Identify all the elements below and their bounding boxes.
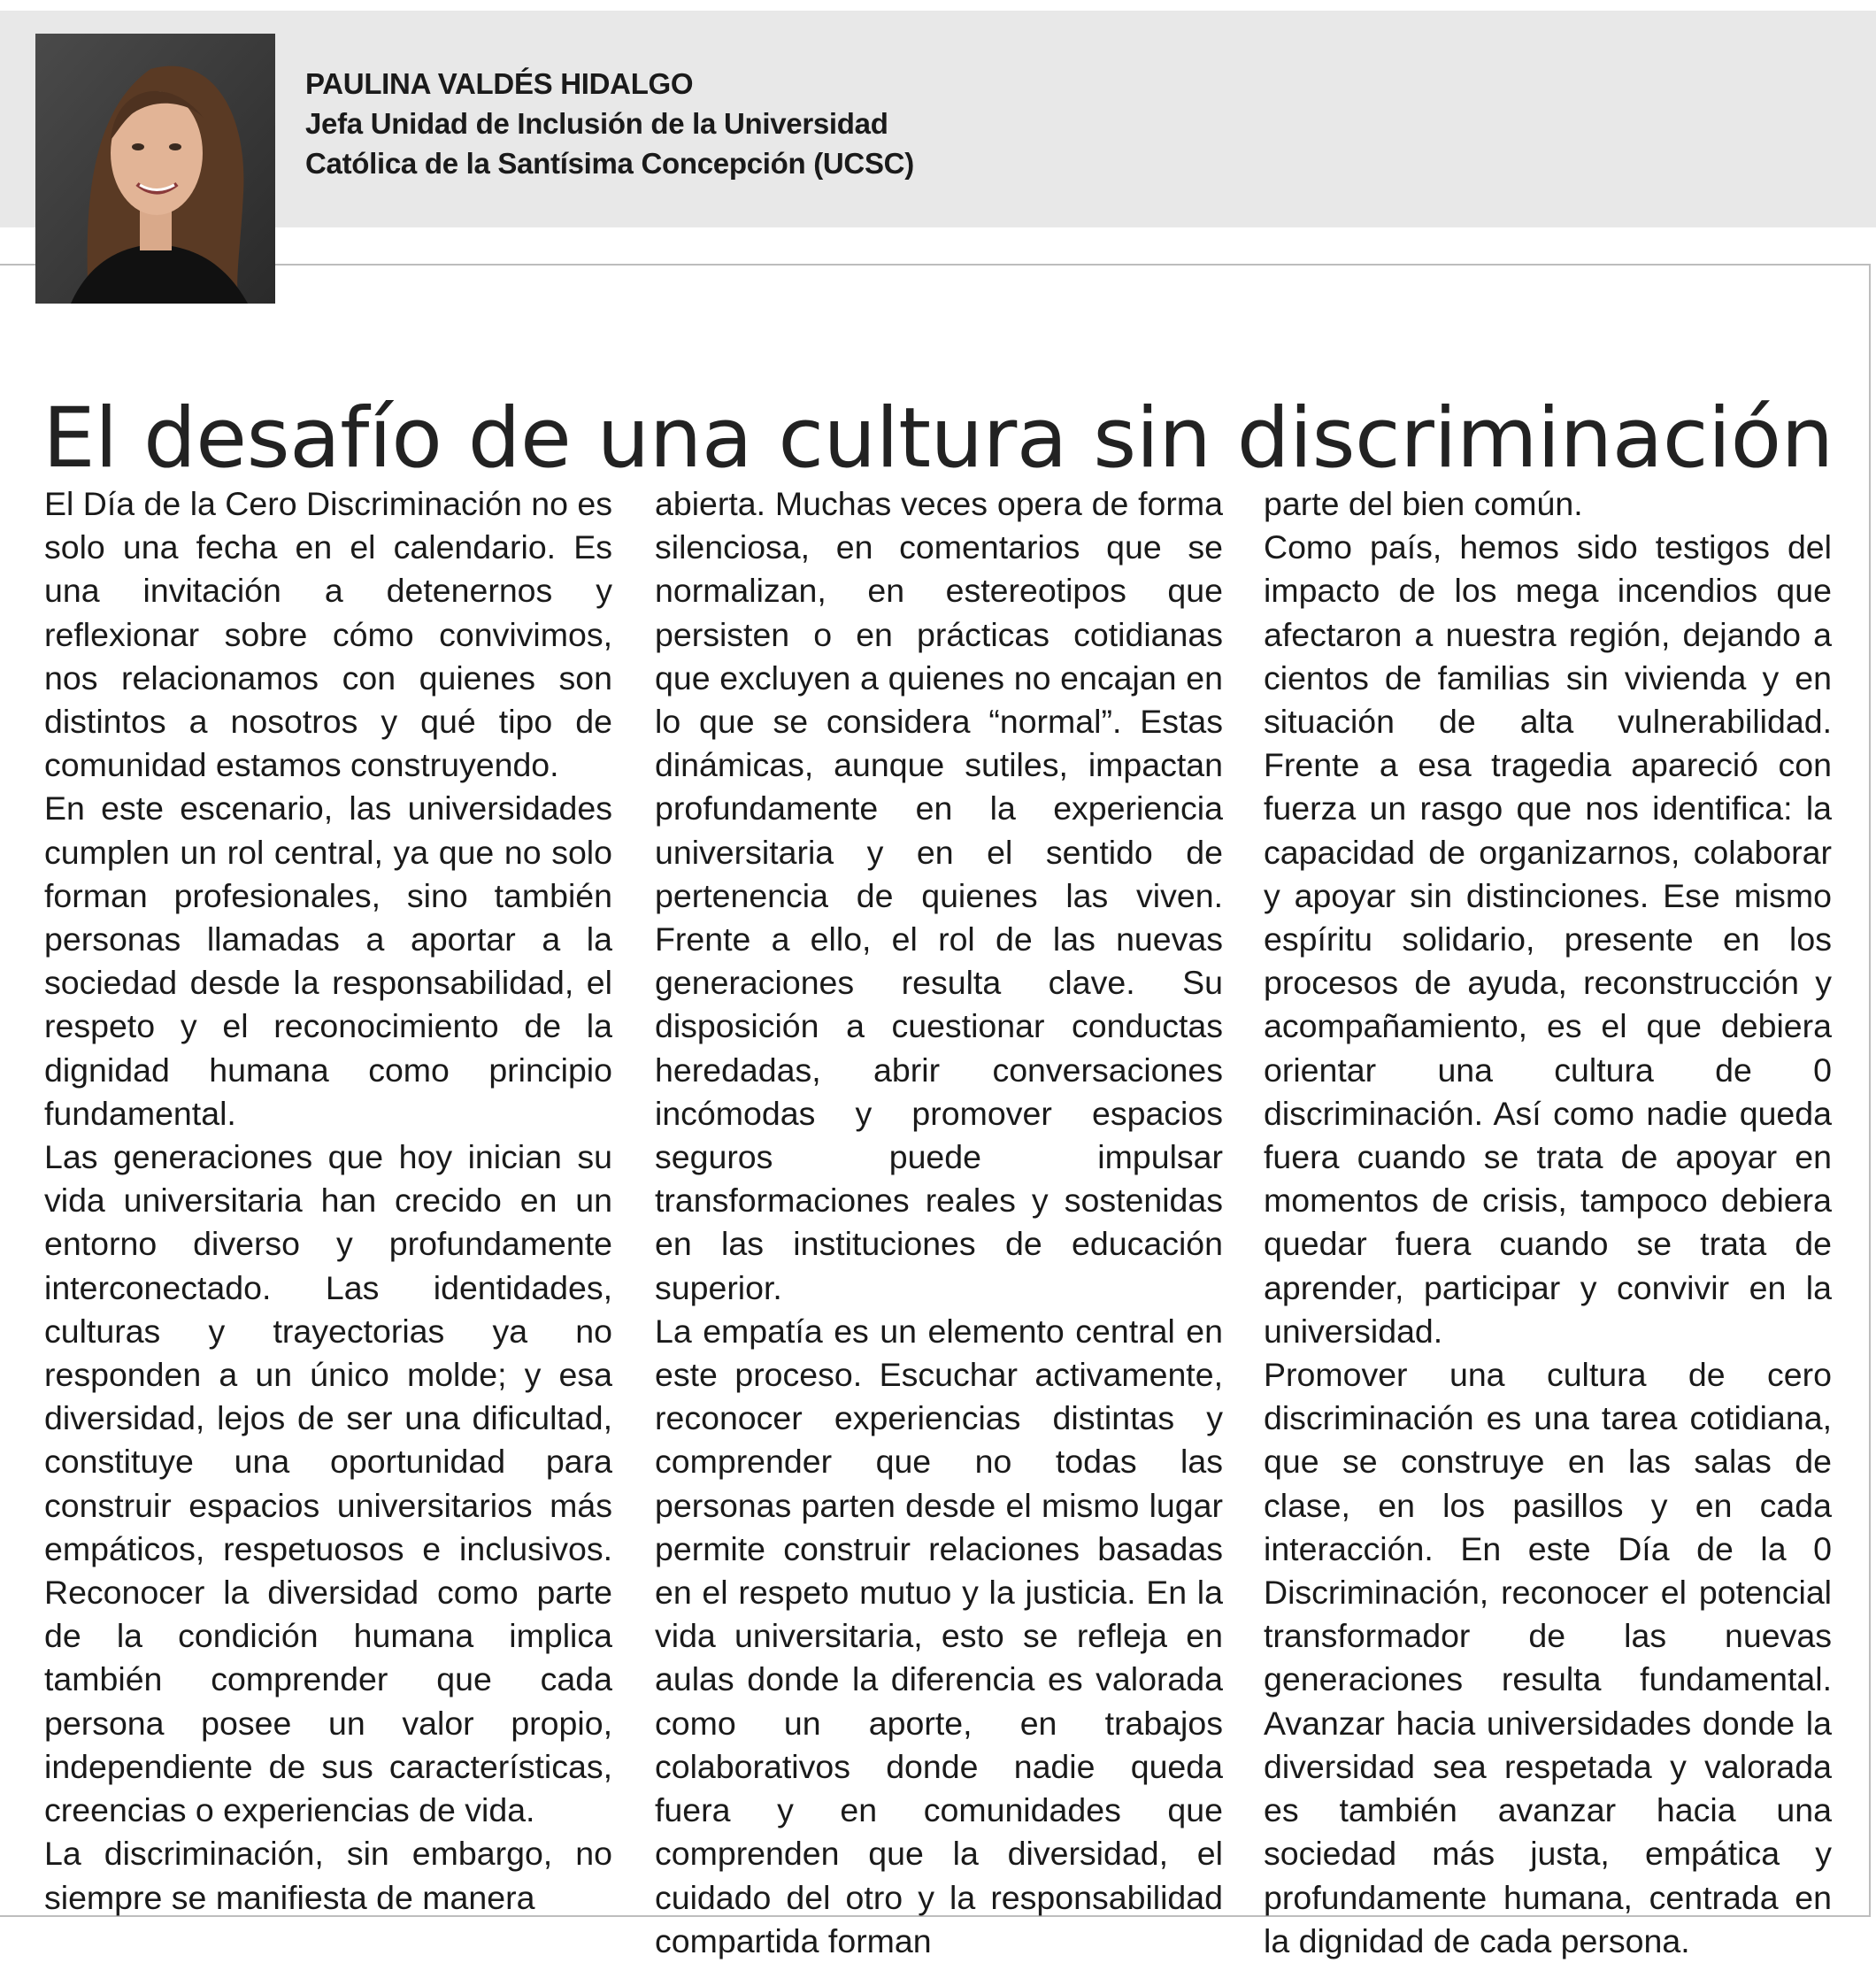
paragraph: En este escenario, las universidades cumplen un rol central, ya que no solo forman profesionales, sino también personas llamadas a aportar a la sociedad desde la responsabilidad, el respeto y el reconocimiento de la dignidad humana como principio fundamental. xyxy=(44,789,612,1132)
paragraph: abierta. Muchas veces opera de forma silenciosa, en comentarios que se normalizan, en estereotipos que persisten o en prácticas cotidianas que excluyen a quienes no encajan en lo que se considera “normal”. Estas dinámicas, aunque sutiles, impactan profundamente en la experiencia universitaria y en el sentido de pertenencia de quienes las viven. Frente a ello, el rol de las nuevas generaciones resulta clave. Su disposición a cuestionar conductas heredadas, abrir conversaciones incómodas y promover espacios seguros puede impulsar transformaciones reales y sostenidas en las instituciones de educación superior. xyxy=(655,485,1223,1306)
author-name: PAULINA VALDÉS HIDALGO xyxy=(305,67,694,100)
paragraph: Promover una cultura de cero discriminación es una tarea cotidiana, que se construye en las salas de clase, en los pasillos y en cada interacción. En este Día de la 0 Discriminación, reconocer el potencial transformador de las nuevas generaciones resulta fundamental. Avanzar hacia universidades donde la diversidad sea respetada y valorada es también avanzar hacia una sociedad más justa, empática y profundamente humana, centrada en la dignidad de cada persona. xyxy=(1264,1356,1832,1959)
paragraph: La discriminación, sin embargo, no siempre se manifiesta de manera xyxy=(44,1835,612,1916)
paragraph: Como país, hemos sido testigos del impacto de los mega incendios que afectaron a nuestra región, dejando a cientos de familias sin vivienda y en situación de alta vulnerabilidad. Frente a esa tragedia apareció con fuerza un rasgo que nos identifica: la capacidad de organizarnos, colaborar y apoyar sin distinciones. Ese mismo espíritu solidario, presente en los procesos de ayuda, reconstrucción y acompañamiento, es el que debiera orientar una cultura de 0 discriminación. Así como nadie queda fuera cuando se trata de apoyar en momentos de crisis, tampoco debiera quedar fuera cuando se trata de aprender, participar y convivir en la universidad. xyxy=(1264,528,1832,1350)
author-role-line-1: Jefa Unidad de Inclusión de la Universidad xyxy=(305,107,888,140)
article-column-2 xyxy=(655,482,1223,1963)
author-header-band xyxy=(0,11,1876,227)
paragraph: El Día de la Cero Discriminación no es solo una fecha en el calendario. Es una invitación a detenernos y reflexionar sobre cómo convivimos, nos relacionamos con quienes son distintos a nosotros y qué tipo de comunidad estamos construyendo. xyxy=(44,485,612,784)
author-portrait-image xyxy=(35,34,275,304)
author-byline xyxy=(305,64,914,183)
paragraph: La empatía es un elemento central en este proceso. Escuchar activamente, reconocer experiencias distintas y comprender que no todas las personas parten desde el mismo lugar permite construir relaciones basadas en el respeto mutuo y la justicia. En la vida universitaria, esto se refleja en aulas donde la diferencia es valorada como un aporte, en trabajos colaborativos donde nadie queda fuera y en comunidades que comprenden que la diversidad, el cuidado del otro y la responsabilidad compartida forman xyxy=(655,1312,1223,1959)
author-photo xyxy=(35,34,275,304)
article-title: El desafío de una cultura sin discriminación xyxy=(42,389,1834,487)
article-column-3 xyxy=(1264,482,1832,1963)
article-column-1 xyxy=(44,482,612,1920)
author-role-line-2: Católica de la Santísima Concepción (UCSC) xyxy=(305,147,914,180)
paragraph: Las generaciones que hoy inician su vida universitaria han crecido en un entorno diverso y profundamente interconectado. Las identidades, culturas y trayectorias ya no responden a un único molde; y esa diversidad, lejos de ser una dificultad, constituye una oportunidad para construir espacios universitarios más empáticos, respetuosos e inclusivos. Reconocer la diversidad como parte de la condición humana implica también comprender que cada persona posee un valor propio, independiente de sus características, creencias o experiencias de vida. xyxy=(44,1138,612,1829)
paragraph: parte del bien común. xyxy=(1264,485,1583,522)
